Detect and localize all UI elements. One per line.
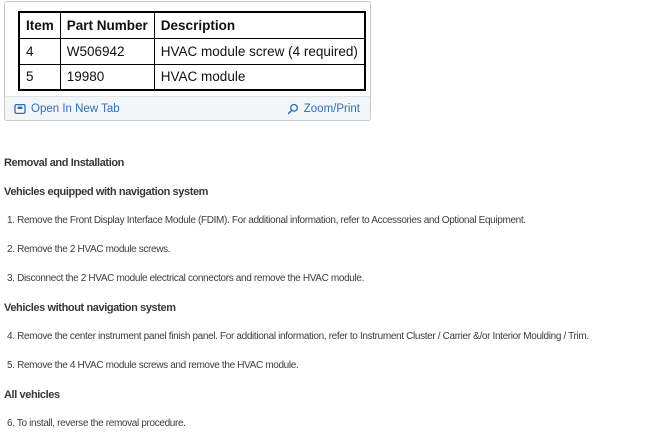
procedure-step-1: 1. Remove the Front Display Interface Module (FDIM). For additional information, refer to Accessories and Optional Equipment. bbox=[7, 215, 526, 226]
section-heading-vehicles-without-navigation: Vehicles without navigation system bbox=[4, 302, 176, 314]
zoom-print-link[interactable] bbox=[287, 103, 360, 115]
procedure-step-4: 4. Remove the center instrument panel finish panel. For additional information, refer to Instrument Cluster / Carrier &/or Interior Moulding / Trim. bbox=[7, 331, 589, 342]
table-row bbox=[19, 64, 365, 90]
magnifier-icon bbox=[287, 103, 299, 115]
procedure-step-2: 2. Remove the 2 HVAC module screws. bbox=[7, 244, 171, 255]
cell-part-number: W506942 bbox=[60, 38, 154, 64]
cell-part-number: 19980 bbox=[60, 64, 154, 90]
viewer-toolbar bbox=[5, 96, 370, 120]
zoom-print-label: Zoom/Print bbox=[303, 102, 360, 115]
table-row bbox=[19, 38, 365, 64]
open-in-new-tab-link[interactable] bbox=[14, 103, 120, 115]
header-part-number: Part Number bbox=[60, 12, 154, 38]
open-in-new-tab-icon bbox=[14, 103, 26, 115]
procedure-step-5: 5. Remove the 4 HVAC module screws and remove the HVAC module. bbox=[7, 360, 299, 371]
section-heading-vehicles-with-navigation: Vehicles equipped with navigation system bbox=[4, 186, 209, 198]
cell-item: 5 bbox=[19, 64, 60, 90]
parts-table bbox=[18, 11, 366, 91]
cell-description: HVAC module bbox=[154, 64, 365, 90]
procedure-step-3: 3. Disconnect the 2 HVAC module electrical connectors and remove the HVAC module. bbox=[7, 273, 365, 284]
section-heading-all-vehicles: All vehicles bbox=[4, 389, 60, 401]
header-item: Item bbox=[19, 12, 60, 38]
section-heading-removal-and-installation: Removal and Installation bbox=[4, 157, 124, 169]
cell-item: 4 bbox=[19, 38, 60, 64]
table-header-row bbox=[19, 12, 365, 38]
cell-description: HVAC module screw (4 required) bbox=[154, 38, 365, 64]
parts-table-container bbox=[5, 2, 370, 96]
header-description: Description bbox=[154, 12, 365, 38]
procedure-step-6: 6. To install, reverse the removal procedure. bbox=[7, 418, 186, 429]
procedure-content bbox=[4, 157, 650, 445]
open-in-new-tab-label: Open In New Tab bbox=[31, 102, 120, 115]
graphic-viewer-panel bbox=[4, 1, 371, 121]
